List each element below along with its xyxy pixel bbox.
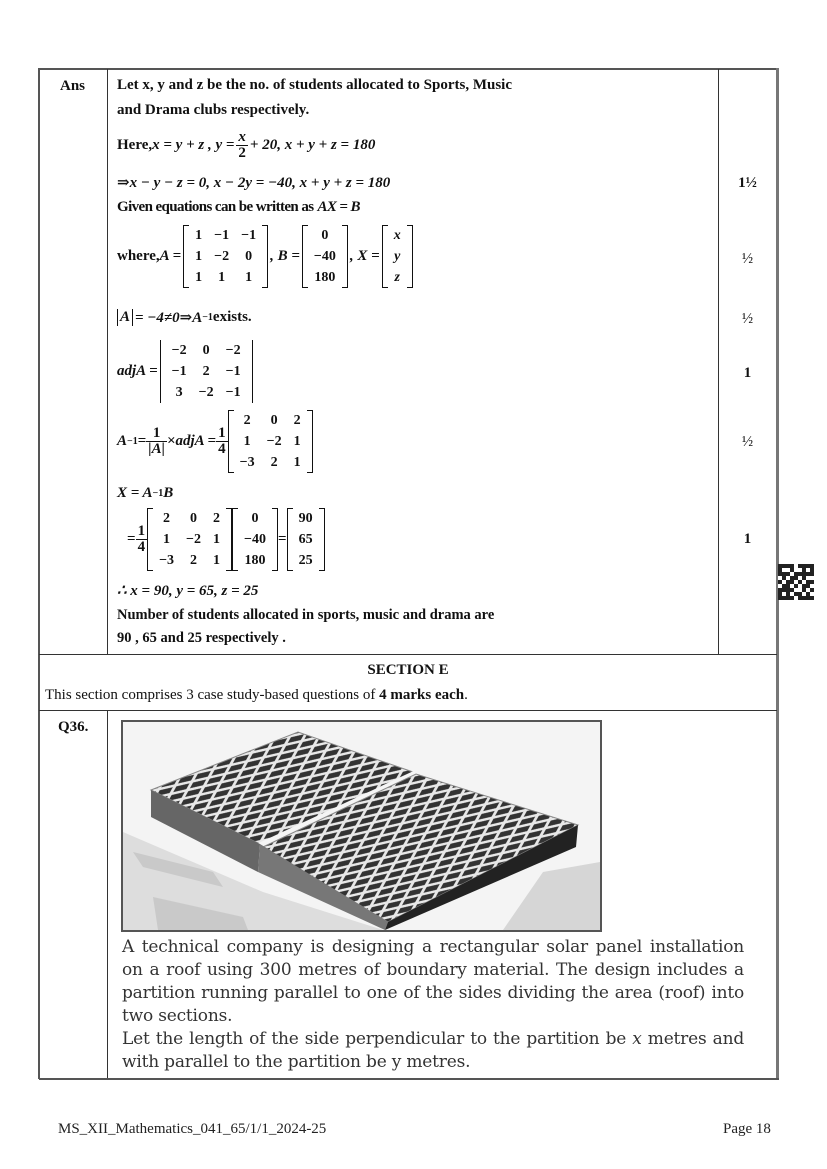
matrix-row <box>238 550 272 571</box>
inverse-line <box>117 410 313 473</box>
matrix-adjoint <box>160 340 253 403</box>
exists-text: exists. <box>212 309 252 325</box>
calc-equals-sign: = <box>127 531 136 547</box>
matrix-row <box>238 508 272 529</box>
matrix-cell: 1 <box>218 270 226 285</box>
question-label: Q36. <box>58 719 89 735</box>
matrix-cell: 0 <box>190 511 198 526</box>
adjoint-line <box>117 340 253 403</box>
footer-document-id: MS_XII_Mathematics_041_65/1/1_2024-25 <box>58 1121 327 1137</box>
matrices-line <box>117 225 413 288</box>
matrix-row <box>166 361 247 382</box>
inverse-label: A <box>117 433 128 449</box>
matrix-row <box>293 529 319 550</box>
equation-implies: ⇒x − y − z = 0, x − 2y = −40, x + y + z = 180 <box>117 175 391 191</box>
matrix-cell: 1 <box>243 434 251 449</box>
column-divider-question <box>107 711 108 1078</box>
matrix-cell: 2 <box>190 553 198 568</box>
question-paragraph-2: Let the length of the side perpendicular to the partition be x metres and with parallel to the partition be y metres. <box>122 1029 744 1072</box>
matrix-cell: −3 <box>159 553 175 568</box>
matrix-B-label: , B = <box>270 248 300 264</box>
matrix-cell: −2 <box>214 249 230 264</box>
therefore-line: ∴ x = 90, y = 65, z = 25 <box>117 583 259 599</box>
matrix-cell: 0 <box>251 511 259 526</box>
section-title: SECTION E <box>367 662 449 678</box>
inverse-equals: = <box>137 433 147 449</box>
mark-6: 1 <box>743 531 752 547</box>
matrix-cell: −1 <box>225 385 241 400</box>
qr-module <box>810 596 814 600</box>
answer-label: Ans <box>60 78 86 94</box>
matrix-cell: −2 <box>266 434 282 449</box>
matrix-row <box>189 267 262 288</box>
matrix-cell: −40 <box>244 532 267 547</box>
determinant-line <box>117 308 252 327</box>
matrix-cell: −2 <box>171 343 187 358</box>
row-divider-section <box>39 654 777 655</box>
calc-fraction-1-over-4: $\frac{1}{4}$ <box>137 523 146 555</box>
matrix-cell: 1 <box>293 434 301 449</box>
table-bottom-border <box>39 1078 779 1080</box>
mark-2: ½ <box>741 251 754 267</box>
here-prefix: Here, <box>117 137 153 153</box>
mark-4: 1 <box>743 365 752 381</box>
matrix-cell: 0 <box>270 413 278 428</box>
matrix-cell: 0 <box>321 228 329 243</box>
matrix-cell: 1 <box>195 270 203 285</box>
matrix-inverse <box>228 410 313 473</box>
mark-5: ½ <box>741 434 754 450</box>
matrix-row <box>308 246 342 267</box>
matrix-cell: −2 <box>198 385 214 400</box>
matrix-cell: 180 <box>314 270 336 285</box>
matrix-cell: 1 <box>213 532 221 547</box>
matrix-row <box>388 246 407 267</box>
answer-intro-line1: Let x, y and z be the no. of students allocated to Sports, Music <box>117 77 513 93</box>
matrix-row <box>166 340 247 361</box>
conclusion-line2: 90 , 65 and 25 respectively . <box>117 630 286 646</box>
row-divider-question <box>39 710 777 711</box>
matrix-cell: 2 <box>163 511 171 526</box>
matrix-cell: 1 <box>213 553 221 568</box>
matrix-cell: −2 <box>186 532 202 547</box>
determinant-value: = −4≠0⇒A <box>135 310 203 326</box>
question-paragraph-1: A technical company is designing a rectangular solar panel installation on a roof using 300 metres of boundary material. The design includes a partition running parallel to one of the sides dividing the area (roof) into two sections. <box>122 937 744 1026</box>
x-equals-sup: −1 <box>152 488 164 499</box>
matrix-cell: 90 <box>298 511 313 526</box>
inverse-times-adj: ×adjA = <box>166 433 217 449</box>
equation-here <box>117 130 375 161</box>
matrix-row <box>238 529 272 550</box>
calc-matrix-result <box>287 508 325 571</box>
table-top-border <box>39 68 779 70</box>
solar-panel-illustration <box>123 722 600 930</box>
adjoint-label: adjA = <box>117 363 158 379</box>
matrix-row <box>234 431 307 452</box>
answer-intro-line2: and Drama clubs respectively. <box>117 102 310 118</box>
matrix-cell: 2 <box>213 511 221 526</box>
matrix-row <box>234 410 307 431</box>
matrix-X <box>382 225 413 288</box>
matrix-cell: −1 <box>241 228 257 243</box>
matrix-cell: 1 <box>293 455 301 470</box>
matrix-cell: 0 <box>245 249 253 264</box>
matrix-A <box>183 225 268 288</box>
matrix-cell: z <box>394 270 400 285</box>
matrix-row <box>153 529 226 550</box>
matrix-cell: −40 <box>313 249 336 264</box>
calc-matrix-B <box>232 508 278 571</box>
matrix-row <box>388 225 407 246</box>
qr-code-icon <box>778 564 814 600</box>
fraction-1-over-4: $\frac{1}{4}$ <box>218 425 226 457</box>
column-divider-label <box>107 69 108 654</box>
matrix-X-label: , X = <box>349 248 380 264</box>
mark-3: ½ <box>741 311 754 327</box>
equation-part2: + 20, x + y + z = 180 <box>249 137 376 153</box>
matrix-cell: 1 <box>195 249 203 264</box>
inverse-superscript: −1 <box>202 312 213 323</box>
mark-1: 1½ <box>738 175 757 191</box>
matrix-row <box>153 508 226 529</box>
matrix-cell: 65 <box>298 532 313 547</box>
fraction-x-over-2: $\frac{x}{2}$ <box>238 129 246 161</box>
matrix-cell: 1 <box>163 532 171 547</box>
matrix-cell: x <box>393 228 401 243</box>
matrix-cell: 2 <box>270 455 278 470</box>
conclusion-line1: Number of students allocated in sports, music and drama are <box>117 607 495 623</box>
matrix-cell: 0 <box>202 343 210 358</box>
matrix-cell: −2 <box>225 343 241 358</box>
matrix-row <box>293 508 319 529</box>
equation-part1: x = y + z , y = <box>152 137 235 153</box>
matrix-cell: 2 <box>243 413 251 428</box>
matrix-cell: −1 <box>225 364 241 379</box>
matrix-row <box>153 550 226 571</box>
x-equals-label: X = A <box>117 485 153 501</box>
matrix-row <box>293 550 319 571</box>
determinant-A: A <box>117 309 133 326</box>
matrix-cell: −1 <box>171 364 187 379</box>
x-equals-line <box>117 485 173 502</box>
matrix-cell: −3 <box>239 455 255 470</box>
matrix-cell: −1 <box>214 228 230 243</box>
matrix-cell: y <box>394 249 401 264</box>
matrix-B <box>302 225 348 288</box>
column-divider-marks <box>718 69 719 654</box>
x-equals-B: B <box>163 485 174 501</box>
matrix-cell: 3 <box>175 385 183 400</box>
solar-panel-image <box>121 720 602 932</box>
matrix-cell: 180 <box>244 553 266 568</box>
fraction-1-over-detA: $\frac{1}{|A|}$ <box>148 425 165 457</box>
matrix-row <box>166 382 247 403</box>
matrix-cell: 1 <box>195 228 203 243</box>
matrix-row <box>189 225 262 246</box>
matrix-row <box>189 246 262 267</box>
matrix-cell: 1 <box>245 270 253 285</box>
given-line <box>117 199 360 216</box>
matrix-A-label: A = <box>159 248 182 264</box>
matrix-cell: 2 <box>293 413 301 428</box>
table-left-border <box>38 68 40 1079</box>
matrix-row <box>308 267 342 288</box>
given-equation: AX = B <box>317 199 360 215</box>
matrix-row <box>234 452 307 473</box>
matrix-row <box>388 267 407 288</box>
where-label: where, <box>117 248 160 264</box>
footer-page-number: Page 18 <box>723 1121 771 1137</box>
inverse-label-sup: −1 <box>127 436 138 447</box>
section-description: This section comprises 3 case study-based questions of 4 marks each. <box>45 687 468 703</box>
calc-result-equals: = <box>278 531 287 547</box>
matrix-cell: 2 <box>202 364 210 379</box>
matrix-cell: 25 <box>298 553 313 568</box>
given-text: Given equations can be written as <box>117 199 314 215</box>
calculation-line <box>127 508 325 571</box>
calc-matrix-inverse <box>147 508 232 571</box>
matrix-row <box>308 225 342 246</box>
